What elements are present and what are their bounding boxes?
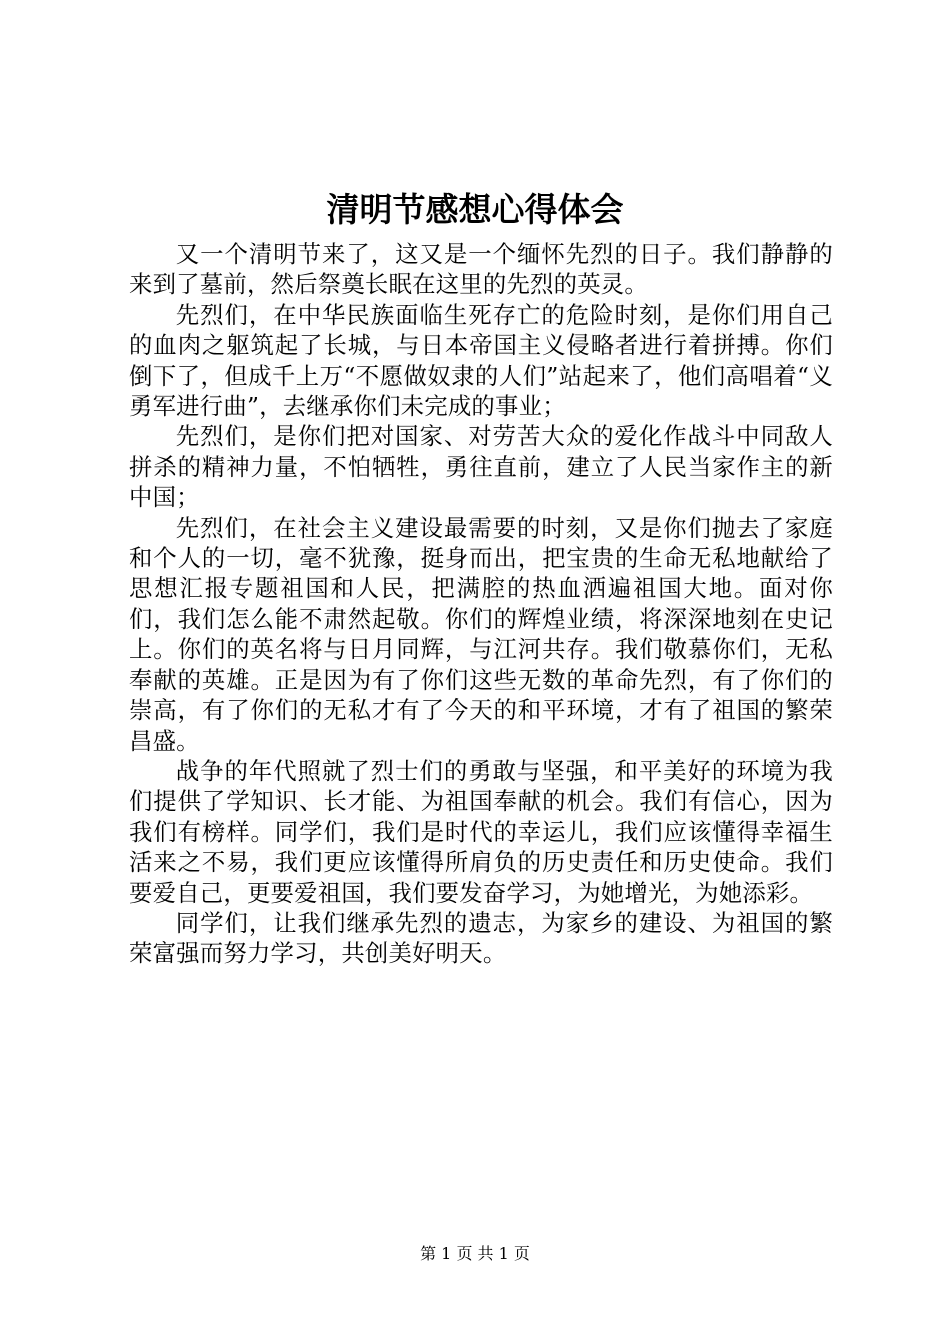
paragraph-2: 先烈们，在中华民族面临生死存亡的危险时刻，是你们用自己的血肉之躯筑起了长城，与日本帝国主义侵略者进行着拼搏。你们倒下了，但成千上万“不愿做奴隶的人们”站起来了，他们高唱着“义勇军进行曲”，去继承你们未完成的事业； xyxy=(129,300,833,421)
paragraph-4: 先烈们，在社会主义建设最需要的时刻，又是你们抛去了家庭和个人的一切，毫不犹豫，挺身而出，把宝贵的生命无私地献给了思想汇报专题祖国和人民，把满腔的热血洒遍祖国大地。面对你们，我们怎么能不肃然起敬。你们的辉煌业绩，将深深地刻在史记上。你们的英名将与日月同辉，与江河共存。我们敬慕你们，无私奉献的英雄。正是因为有了你们这些无数的革命先烈，有了你们的崇高，有了你们的无私才有了今天的和平环境，才有了祖国的繁荣昌盛。 xyxy=(129,513,833,755)
paragraph-1: 又一个清明节来了，这又是一个缅怀先烈的日子。我们静静的来到了墓前，然后祭奠长眠在这里的先烈的英灵。 xyxy=(129,240,833,299)
paragraph-6: 同学们，让我们继承先烈的遗志，为家乡的建设、为祖国的繁荣富强而努力学习，共创美好明天。 xyxy=(129,908,833,968)
document-title: 清明节感想心得体会 xyxy=(326,190,624,229)
paragraph-3: 先烈们，是你们把对国家、对劳苦大众的爱化作战斗中同敌人拼杀的精神力量，不怕牺牲，勇往直前，建立了人民当家作主的新中国； xyxy=(129,422,833,512)
page-footer: 第 1 页 共 1 页 xyxy=(420,1244,530,1263)
paragraph-5: 战争的年代照就了烈士们的勇敢与坚强，和平美好的环境为我们提供了学知识、长才能、为祖国奉献的机会。我们有信心，因为我们有榜样。同学们，我们是时代的幸运儿，我们应该懂得幸福生活来之不易，我们更应该懂得所肩负的历史责任和历史使命。我们要爱自己，更要爱祖国，我们要发奋学习，为她增光，为她添彩。 xyxy=(129,756,833,907)
document-body xyxy=(129,239,833,969)
